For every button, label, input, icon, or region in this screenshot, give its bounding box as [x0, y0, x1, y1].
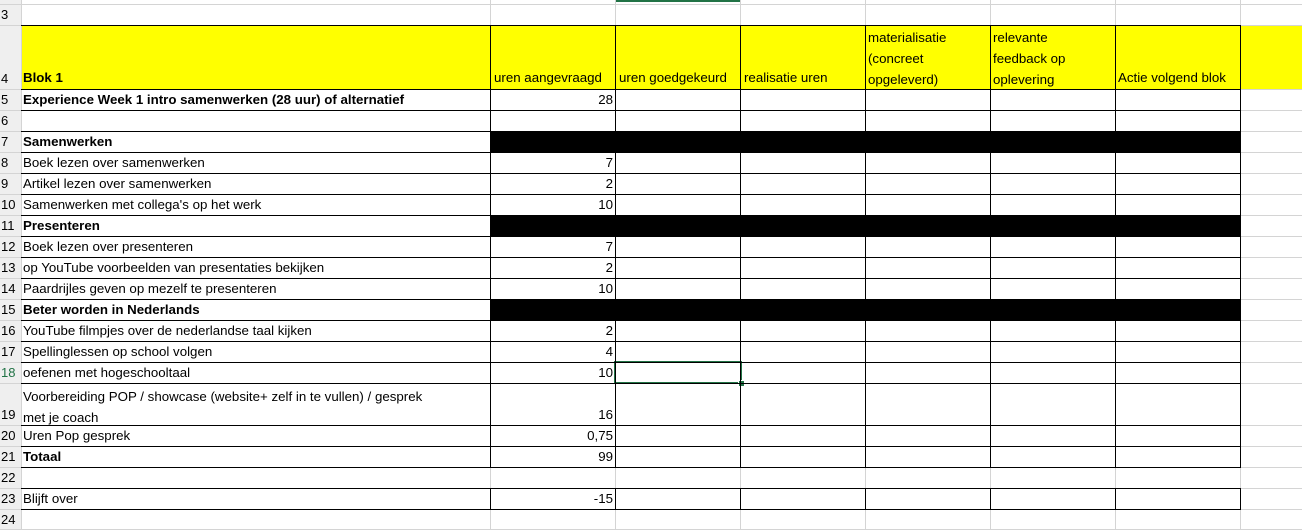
row-number[interactable]: 5 — [1, 92, 9, 107]
border-h — [21, 278, 1241, 279]
row-number[interactable]: 4 — [1, 71, 9, 86]
cell-hours-experience[interactable]: 28 — [598, 92, 613, 107]
cell-hours-paardrijles[interactable]: 10 — [598, 281, 613, 296]
border-v — [740, 25, 741, 467]
border-v — [1240, 25, 1241, 467]
row-number[interactable]: 6 — [1, 113, 9, 128]
border-h — [21, 362, 1241, 363]
cell-hours-voorbereiding-pop[interactable]: 16 — [598, 407, 613, 422]
row-number[interactable]: 22 — [1, 470, 16, 485]
border-h — [21, 194, 1241, 195]
border-v — [490, 25, 491, 467]
row-number[interactable]: 10 — [1, 197, 16, 212]
cell-label-youtube-presentaties[interactable]: op YouTube voorbeelden van presentaties bekijken — [23, 260, 325, 275]
cell-label-nederlands[interactable]: Beter worden in Nederlands — [23, 302, 200, 317]
border-h — [21, 383, 1241, 384]
cell-label-paardrijles[interactable]: Paardrijles geven op mezelf te presenteren — [23, 281, 277, 296]
header-relevante-line3: oplevering — [993, 72, 1055, 87]
cell-label-samenwerken[interactable]: Samenwerken — [23, 134, 113, 149]
cell-hours-youtube-presentaties[interactable]: 2 — [605, 260, 613, 275]
border-h — [21, 299, 1241, 300]
header-relevante-feedback[interactable] — [993, 27, 1114, 90]
row-number[interactable]: 11 — [1, 218, 15, 233]
border-h — [21, 131, 1241, 132]
header-realisatie-uren[interactable]: realisatie uren — [744, 70, 828, 85]
row-number[interactable]: 23 — [1, 491, 16, 506]
border-v — [990, 488, 991, 509]
border-v — [1115, 25, 1116, 467]
row-number[interactable]: 21 — [1, 449, 16, 464]
border-h — [21, 446, 1241, 447]
row-number[interactable]: 13 — [1, 260, 16, 275]
cell-hours-hogeschooltaal[interactable]: 10 — [598, 365, 613, 380]
border-v — [490, 488, 491, 509]
header-materialisatie-line3: opgeleverd) — [868, 72, 939, 87]
cell-label-youtube-taal[interactable]: YouTube filmpjes over de nederlandse taal kijken — [23, 323, 312, 338]
cell-label-presenteren[interactable]: Presenteren — [23, 218, 100, 233]
cell-label-uren-pop[interactable]: Uren Pop gesprek — [23, 428, 131, 443]
border-h — [21, 25, 1241, 26]
cell-hours-artikel-samenwerken[interactable]: 2 — [605, 176, 613, 191]
cell-label-voorbereiding-line2: met je coach — [23, 410, 99, 425]
border-h — [21, 320, 1241, 321]
header-materialisatie-line2: (concreet — [868, 51, 924, 66]
cell-hours-youtube-taal[interactable]: 2 — [605, 323, 613, 338]
cell-hours-uren-pop[interactable]: 0,75 — [587, 428, 613, 443]
border-h — [21, 509, 1241, 510]
header-materialisatie[interactable] — [868, 27, 989, 90]
border-v — [615, 25, 616, 467]
gridline-v — [21, 0, 22, 529]
gridline-h — [0, 4, 1302, 5]
header-uren-aangevraagd[interactable]: uren aangevraagd — [494, 70, 602, 85]
border-h — [21, 425, 1241, 426]
cell-label-collegas[interactable]: Samenwerken met collega's op het werk — [23, 197, 262, 212]
row-number[interactable]: 18 — [1, 365, 16, 380]
row-number[interactable]: 3 — [1, 7, 9, 22]
cell-label-hogeschooltaal[interactable]: oefenen met hogeschooltaal — [23, 365, 191, 380]
border-v — [1115, 488, 1116, 509]
border-h — [21, 215, 1241, 216]
column-selection-indicator — [615, 0, 741, 2]
row-number[interactable]: 20 — [1, 428, 16, 443]
cell-label-spellinglessen[interactable]: Spellinglessen op school volgen — [23, 344, 213, 359]
header-actie-volgend-blok[interactable]: Actie volgend blok — [1118, 70, 1226, 85]
header-blok[interactable]: Blok 1 — [23, 70, 63, 85]
cell-hours-blijft-over[interactable]: -15 — [593, 491, 613, 506]
border-h — [21, 257, 1241, 258]
header-relevante-line1: relevante — [993, 30, 1048, 45]
selected-cell[interactable] — [614, 361, 742, 384]
cell-label-experience[interactable]: Experience Week 1 intro samenwerken (28 uur) of alternatief — [23, 92, 405, 107]
cell-label-voorbereiding-pop[interactable] — [23, 386, 489, 428]
cell-label-boek-samenwerken[interactable]: Boek lezen over samenwerken — [23, 155, 205, 170]
border-h — [21, 341, 1241, 342]
border-v — [1240, 488, 1241, 509]
border-h — [21, 488, 1241, 489]
border-h — [21, 152, 1241, 153]
cell-hours-spellinglessen[interactable]: 4 — [605, 344, 613, 359]
row-number[interactable]: 24 — [1, 512, 16, 527]
row-number[interactable]: 19 — [1, 407, 16, 422]
cell-label-artikel-samenwerken[interactable]: Artikel lezen over samenwerken — [23, 176, 212, 191]
header-materialisatie-line1: materialisatie — [868, 30, 947, 45]
cell-hours-totaal[interactable]: 99 — [598, 449, 613, 464]
row-number[interactable]: 7 — [1, 134, 9, 149]
cell-hours-boek-presenteren[interactable]: 7 — [605, 239, 613, 254]
border-v — [740, 488, 741, 509]
border-v — [865, 25, 866, 467]
cell-label-voorbereiding-line1: Voorbereiding POP / showcase (website+ zelf in te vullen) / gesprek — [23, 389, 423, 404]
border-h — [21, 236, 1241, 237]
border-v — [990, 25, 991, 467]
row-number[interactable]: 12 — [1, 239, 16, 254]
cell-hours-collegas[interactable]: 10 — [598, 197, 613, 212]
row-number[interactable]: 17 — [1, 344, 16, 359]
border-h — [21, 173, 1241, 174]
cell-label-boek-presenteren[interactable]: Boek lezen over presenteren — [23, 239, 194, 254]
row-number[interactable]: 8 — [1, 155, 9, 170]
row-number[interactable]: 14 — [1, 281, 16, 296]
cell-label-totaal[interactable]: Totaal — [23, 449, 62, 464]
border-v — [865, 488, 866, 509]
row-number[interactable]: 16 — [1, 323, 16, 338]
border-v — [615, 488, 616, 509]
header-uren-goedgekeurd[interactable]: uren goedgekeurd — [619, 70, 727, 85]
cell-hours-boek-samenwerken[interactable]: 7 — [605, 155, 613, 170]
header-relevante-line2: feedback op — [993, 51, 1066, 66]
row-number[interactable]: 9 — [1, 176, 9, 191]
border-h — [21, 89, 1241, 90]
cell-label-blijft-over[interactable]: Blijft over — [23, 491, 78, 506]
border-h — [21, 467, 1241, 468]
border-h — [21, 110, 1241, 111]
row-number[interactable]: 15 — [1, 302, 16, 317]
